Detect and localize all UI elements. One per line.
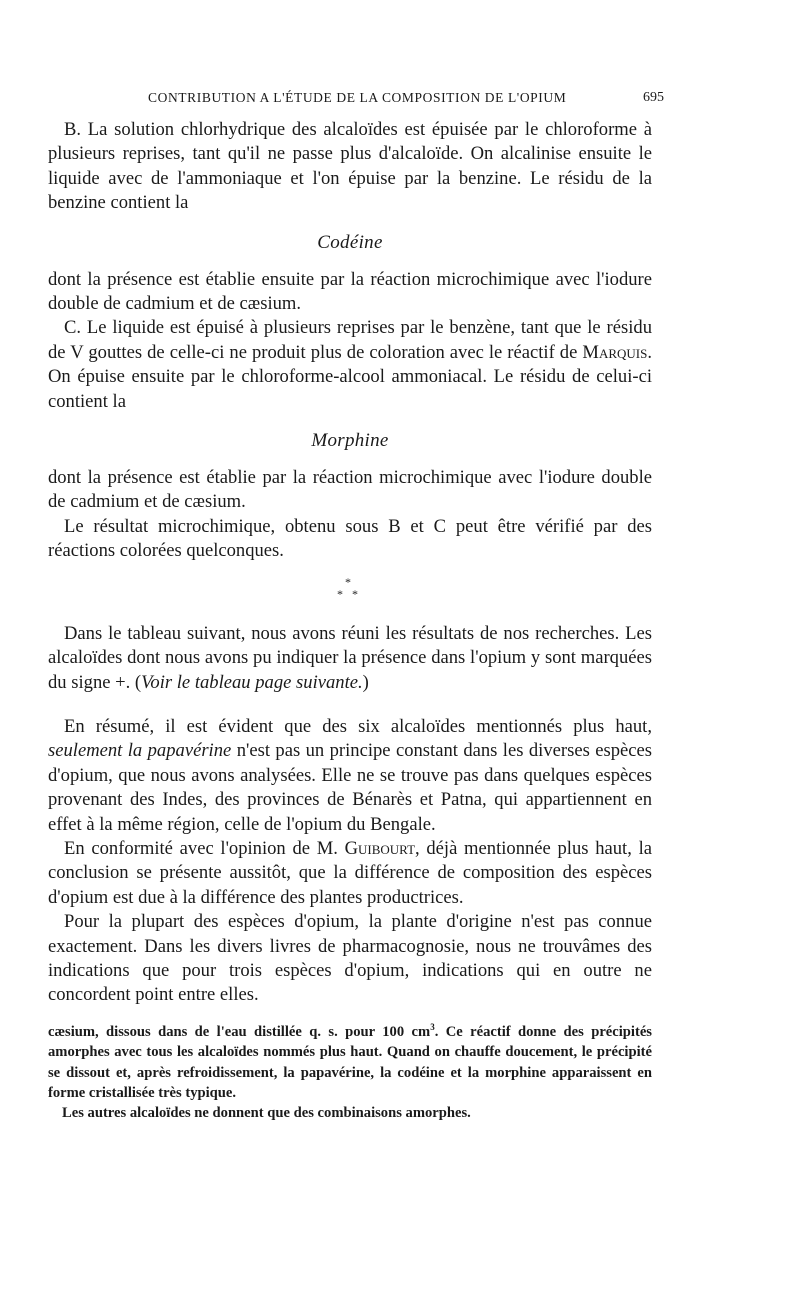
asterism-star: * [352,586,358,601]
paragraph-resume [48,715,652,837]
paragraph-morphine: dont la présence est établie par la réaction microchimique avec l'iodure double de cadmium et de cæsium. [48,467,652,513]
heading-codeine: Codéine [317,231,383,253]
paragraph-table-text-2: ) [362,671,369,693]
heading-morphine: Morphine [311,430,389,452]
paragraph-table-text-1: Dans le tableau suivant, nous avons réuni les résultats de nos recherches. Les alcaloïdes dont nous avons pu indiquer la présence dans l'opium y sont marquées du signe +. ( [48,622,652,693]
footnote-text-1: cæsium, dissous dans de l'eau distillée q. s. pour 100 cm [48,1023,431,1040]
asterism-star: * [345,574,351,589]
footnote [48,1022,652,1124]
paragraph-c-text-1: C. Le liquide est épuisé à plusieurs reprises par le benzène, tant que le résidu de V gouttes de celle-ci ne produit plus de coloration avec le réactif de [48,317,652,363]
paragraph-plupart: Pour la plupart des espèces d'opium, la plante d'origine n'est pas connue exactement. Dans les divers livres de pharmacognosie, nous ne trouvâmes des indications que pour trois espèces d'opium, indications qui en outre ne concordent point entre elles. [48,911,652,1006]
paragraph-resume-text-2: n'est pas un principe constant dans les diverses espèces d'opium, que nous avons analysées. Elle ne se trouve pas dans quelques espèces provenant des Indes, des provinces de Bénarès et Patna, qui appartiennent en effet à la même région, celle de l'opium du Bengale. [48,740,652,835]
papaverine-emphasis: seulement la papavérine [48,740,232,762]
paragraph-conformite-text-1: En conformité avec l'opinion de M. [64,837,338,859]
table-reference: Voir le tableau page suivante. [141,671,363,693]
page-number: 695 [643,90,664,105]
paragraph-table [48,622,652,695]
footnote-superscript: 3 [430,1021,435,1032]
paragraph-codeine: dont la présence est établie ensuite par la réaction microchimique avec l'iodure double de cadmium et de cæsium. [48,268,652,315]
footnote-text-2: . Ce réactif donne des précipités amorphes avec tous les alcaloïdes nommés plus haut. Quand on chauffe doucement, le précipité se dissout et, après refroidissement, la papavérine, la codéine et la morphine apparaissent en forme cristallisée très typique. [48,1023,652,1101]
paragraph-conformite [48,837,652,910]
asterism-divider [330,570,370,604]
footnote-paragraph-2: Les autres alcaloïdes ne donnent que des combinaisons amorphes. [62,1105,471,1122]
paragraph-result: Le résultat microchimique, obtenu sous B et C peut être vérifié par des réactions colorées quelconques. [48,515,652,562]
paragraph-resume-text-1: En résumé, il est évident que des six alcaloïdes mentionnés plus haut, [64,715,652,737]
paragraph-b: B. La solution chlorhydrique des alcaloïdes est épuisée par le chloroforme à plusieurs reprises, tant qu'il ne passe plus d'alcaloïde. On alcalinise ensuite le liquide avec de l'ammoniaque et l'on épuise par la benzine. Le résidu de la benzine contient la [48,119,652,214]
asterism-star: * [337,586,343,601]
paragraph-c-text-2: . On épuise ensuite par le chloroforme-alcool ammoniacal. Le résidu de celui-ci contient la [48,341,652,412]
footnote-gap [48,1008,652,1022]
running-header [148,90,664,112]
author-name-marquis: Marquis [582,341,648,363]
body-text [48,118,652,1124]
paragraph-c [48,316,652,414]
footnote-paragraph-1 [48,1022,652,1104]
paragraph-conformite-text-2: , déjà mentionnée plus haut, la conclusion se présente aussitôt, que la différence de composition des espèces d'opium est due à la différence des plantes productrices. [48,837,652,908]
section-gap [48,695,652,715]
author-name-guibourt: Guibourt [344,837,416,859]
running-title: CONTRIBUTION A L'ÉTUDE DE LA COMPOSITION DE L'OPIUM [148,90,567,105]
